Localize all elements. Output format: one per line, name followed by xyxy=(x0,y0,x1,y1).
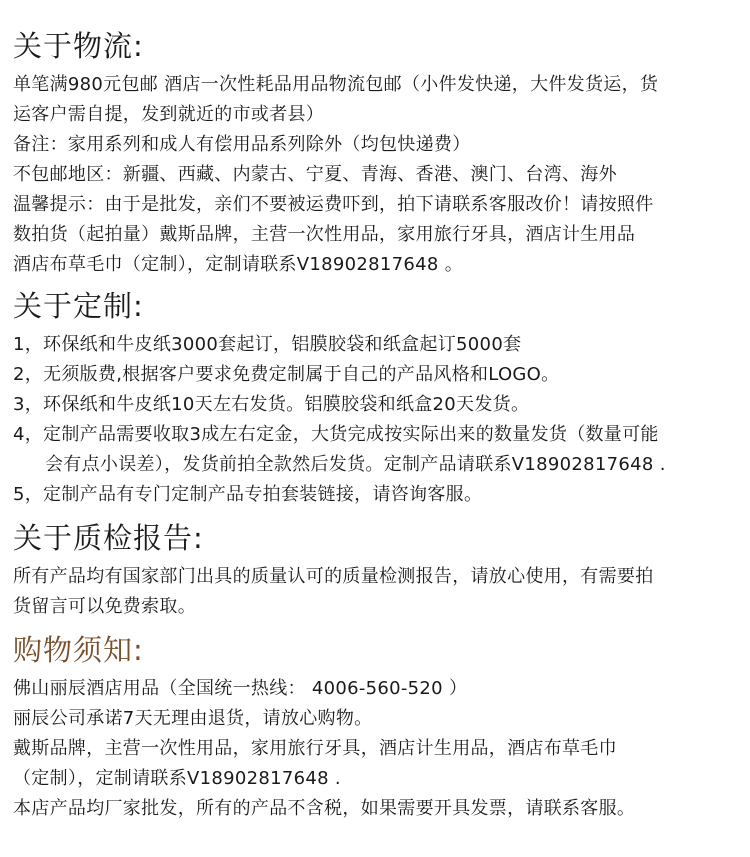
notice-line: 丽辰公司承诺7天无理由退货，请放心购物。 xyxy=(13,708,373,729)
logistics-line: 温馨提示：由于是批发，亲们不要被运费吓到，拍下请联系客服改价！请按照件 xyxy=(13,194,654,215)
notice-section xyxy=(13,622,750,824)
logistics-line: 酒店布草毛巾（定制），定制请联系V18902817648 。 xyxy=(13,254,464,275)
logistics-line: 备注：家用系列和成人有偿用品系列除外（均包快递费） xyxy=(13,134,471,155)
report-section xyxy=(13,510,750,622)
custom-line: 1，环保纸和牛皮纸3000套起订，铝膜胶袋和纸盒起订5000套 xyxy=(13,334,522,355)
logistics-line: 不包邮地区：新疆、西藏、内蒙古、宁夏、青海、香港、澳门、台湾、海外 xyxy=(13,164,617,185)
report-line: 货留言可以免费索取。 xyxy=(13,596,196,617)
logistics-line: 运客户需自提，发到就近的市或者县） xyxy=(13,104,325,125)
custom-line: 5，定制产品有专门定制产品专拍套装链接，请咨询客服。 xyxy=(13,484,483,505)
notice-line: 本店产品均厂家批发，所有的产品不含税，如果需要开具发票，请联系客服。 xyxy=(13,798,636,819)
custom-section xyxy=(13,280,750,510)
report-heading: 关于质检报告: xyxy=(13,521,204,555)
notice-line: （定制），定制请联系V18902817648 . xyxy=(13,768,341,789)
notice-line: 佛山丽辰酒店用品（全国统一热线： 4006-560-520 ） xyxy=(13,678,468,699)
custom-line: 2，无须版费,根据客户要求免费定制属于自己的产品风格和LOGO。 xyxy=(13,364,560,385)
custom-line: 4，定制产品需要收取3成左右定金，大货完成按实际出来的数量发货（数量可能 xyxy=(13,424,659,445)
custom-heading: 关于定制: xyxy=(13,289,144,323)
notice-heading: 购物须知: xyxy=(13,633,144,667)
logistics-section xyxy=(13,0,750,280)
logistics-line: 单笔满980元包邮 酒店一次性耗品用品物流包邮（小件发快递，大件发货运，货 xyxy=(13,74,659,95)
notice-line: 戴斯品牌，主营一次性用品，家用旅行牙具，酒店计生用品，酒店布草毛巾 xyxy=(13,738,617,759)
report-line: 所有产品均有国家部门出具的质量认可的质量检测报告，请放心使用，有需要拍 xyxy=(13,566,654,587)
custom-line: 3，环保纸和牛皮纸10天左右发货。铝膜胶袋和纸盒20天发货。 xyxy=(13,394,530,415)
logistics-line: 数拍货（起拍量）戴斯品牌，主营一次性用品，家用旅行牙具，酒店计生用品 xyxy=(13,224,636,245)
custom-line: 会有点小误差），发货前拍全款然后发货。定制产品请联系V18902817648 . xyxy=(45,454,666,475)
logistics-heading: 关于物流: xyxy=(13,29,144,63)
